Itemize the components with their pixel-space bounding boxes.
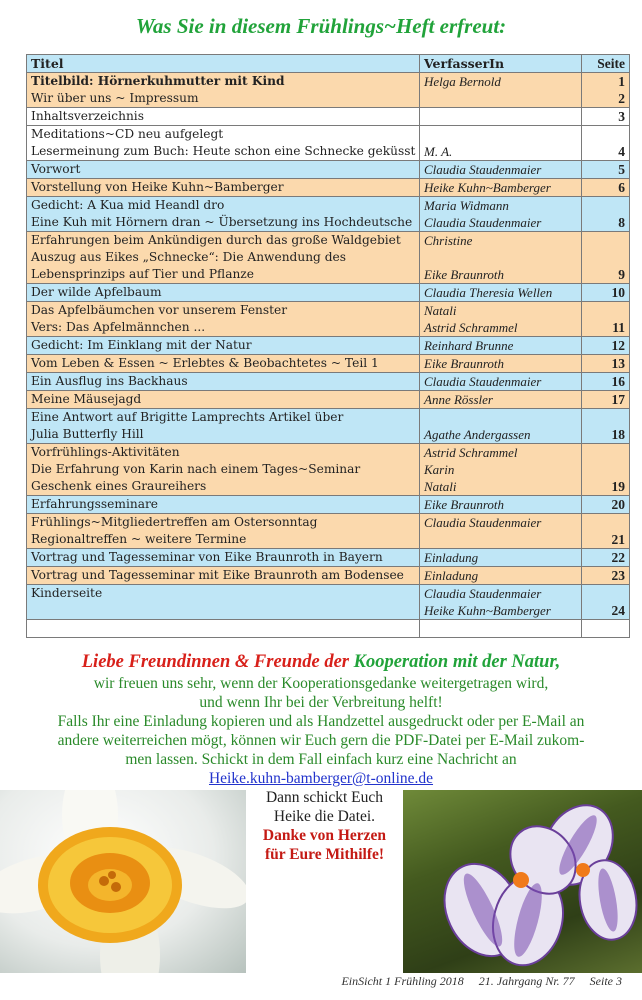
author-line: Karin — [424, 462, 455, 477]
title-cell — [27, 73, 420, 108]
author-cell — [420, 161, 582, 179]
column-header-page: Seite — [582, 55, 630, 73]
table-row — [27, 108, 630, 126]
author-line: Eike Braunroth — [424, 356, 505, 371]
author-line — [424, 409, 577, 426]
title-line: Eine Kuh mit Hörnern dran ~ Übersetzung ins Hochdeutsche — [31, 215, 413, 229]
author-line: Natali — [424, 303, 457, 318]
author-line: Christine — [424, 233, 473, 248]
page-cell — [582, 337, 630, 355]
title-line: Titelbild: Hörnerkuhmutter mit Kind — [31, 74, 285, 88]
author-line — [424, 531, 577, 548]
title-line: Gedicht: Im Einklang mit der Natur — [31, 338, 252, 352]
title-line: Inhaltsverzeichnis — [31, 109, 144, 123]
page-cell — [582, 585, 630, 620]
page-line: 13 — [611, 356, 625, 371]
title-line: Das Apfelbäumchen vor unserem Fenster — [31, 303, 288, 317]
table-row — [27, 355, 630, 373]
author-line: Claudia Staudenmaier — [424, 515, 542, 530]
page-line — [586, 249, 625, 266]
page-cell — [582, 126, 630, 161]
page-line — [586, 514, 625, 531]
page-line: 3 — [618, 109, 625, 124]
daffodil-photo — [0, 790, 246, 973]
page-line: 21 — [611, 532, 625, 547]
page-line — [586, 197, 625, 214]
page-cell — [582, 496, 630, 514]
page-line: 8 — [618, 215, 625, 230]
author-line — [424, 108, 577, 125]
author-line — [424, 620, 577, 637]
author-cell — [420, 302, 582, 337]
message-block — [0, 650, 642, 788]
page-line: 1 — [618, 74, 625, 89]
title-cell — [27, 409, 420, 444]
author-line — [424, 126, 577, 143]
page-heading: Was Sie in diesem Frühlings~Heft erfreut: — [135, 14, 507, 38]
author-cell — [420, 373, 582, 391]
page-cell — [582, 73, 630, 108]
title-line: Eine Antwort auf Brigitte Lamprechts Artikel über — [31, 410, 344, 424]
author-line — [424, 249, 577, 266]
page-line — [586, 232, 625, 249]
title-line: Geschenk eines Graureihers — [31, 479, 207, 493]
table-row — [27, 284, 630, 302]
title-cell — [27, 179, 420, 197]
page-cell — [582, 355, 630, 373]
title-line: Der wilde Apfelbaum — [31, 285, 162, 299]
side-note-line: Heike die Datei. — [273, 808, 376, 825]
message-line: men lassen. Schickt in dem Fall einfach kurz eine Nachricht an — [125, 751, 517, 768]
author-line: M. A. — [424, 144, 453, 159]
page-line: 22 — [611, 550, 625, 565]
title-line: Erfahrungen beim Ankündigen durch das große Waldgebiet — [31, 233, 401, 247]
title-line: Vom Leben & Essen ~ Erlebtes & Beobachtetes ~ Teil 1 — [31, 356, 379, 370]
title-line: Meine Mäusejagd — [31, 392, 142, 406]
table-row — [27, 549, 630, 567]
author-cell — [420, 444, 582, 496]
author-line: Reinhard Brunne — [424, 338, 514, 353]
page-cell — [582, 444, 630, 496]
title-line: Die Erfahrung von Karin nach einem Tages~Seminar — [31, 462, 361, 476]
page-line: 18 — [611, 427, 625, 442]
page-line: 6 — [618, 180, 625, 195]
title-cell — [27, 620, 420, 638]
table-row — [27, 567, 630, 585]
author-line: Claudia Theresia Wellen — [424, 285, 553, 300]
page-line: 17 — [611, 392, 625, 407]
author-line: Maria Widmann — [424, 198, 509, 213]
page-line: 19 — [611, 479, 625, 494]
message-line: Falls Ihr eine Einladung kopieren und als Handzettel ausgedruckt oder per E-Mail an — [57, 713, 585, 730]
side-note-line: Dann schickt Euch — [265, 789, 384, 806]
author-cell — [420, 409, 582, 444]
title-cell — [27, 585, 420, 620]
title-line: Wir über uns ~ Impressum — [31, 91, 199, 105]
page-line: 16 — [611, 374, 625, 389]
page-cell — [582, 549, 630, 567]
message-line: und wenn Ihr bei der Verbreitung helft! — [199, 694, 443, 711]
author-cell — [420, 549, 582, 567]
title-line: Lesermeinung zum Buch: Heute schon eine Schnecke geküsst — [31, 144, 416, 158]
author-line: Agathe Andergassen — [424, 427, 531, 442]
table-row — [27, 585, 630, 620]
title-cell — [27, 126, 420, 161]
page-line: 20 — [611, 497, 625, 512]
table-row — [27, 337, 630, 355]
page-cell — [582, 179, 630, 197]
author-line — [424, 90, 577, 107]
title-line: Kinderseite — [31, 586, 103, 600]
column-header-author: VerfasserIn — [420, 55, 582, 73]
table-row — [27, 73, 630, 108]
title-cell — [27, 337, 420, 355]
author-cell — [420, 232, 582, 284]
page-line: 9 — [618, 267, 625, 282]
page-line — [586, 409, 625, 426]
title-cell — [27, 496, 420, 514]
table-of-contents — [26, 54, 630, 638]
author-cell — [420, 126, 582, 161]
title-line: Vorwort — [31, 162, 81, 176]
author-cell — [420, 337, 582, 355]
author-cell — [420, 496, 582, 514]
table-row — [27, 514, 630, 549]
page-line: 11 — [612, 320, 625, 335]
title-cell — [27, 302, 420, 337]
author-line: Claudia Staudenmaier — [424, 215, 542, 230]
toc-header-row — [27, 55, 630, 73]
table-row — [27, 409, 630, 444]
title-line: Meditations~CD neu aufgelegt — [31, 127, 224, 141]
title-cell — [27, 444, 420, 496]
page-cell — [582, 391, 630, 409]
page-line — [586, 585, 625, 602]
table-row — [27, 302, 630, 337]
author-cell — [420, 108, 582, 126]
page-cell — [582, 232, 630, 284]
crocus-photo — [403, 790, 642, 973]
title-cell — [27, 514, 420, 549]
table-row — [27, 179, 630, 197]
title-line: Erfahrungsseminare — [31, 497, 159, 511]
column-header-title: Titel — [27, 55, 420, 73]
author-cell — [420, 73, 582, 108]
page-line: 23 — [611, 568, 625, 583]
title-line: Auszug aus Eikes „Schnecke“: Die Anwendung des — [31, 250, 346, 264]
author-line: Astrid Schrammel — [424, 320, 518, 335]
page-line — [586, 444, 625, 461]
title-cell — [27, 161, 420, 179]
page-line — [586, 302, 625, 319]
author-line: Claudia Staudenmaier — [424, 374, 542, 389]
author-line: Einladung — [424, 550, 479, 565]
title-line: Vorstellung von Heike Kuhn~Bamberger — [31, 180, 284, 194]
title-line: Frühlings~Mitgliedertreffen am Ostersonntag — [31, 515, 318, 529]
author-cell — [420, 391, 582, 409]
thanks-line: für Eure Mithilfe! — [264, 846, 385, 863]
author-line: Astrid Schrammel — [424, 445, 518, 460]
title-line: Vorfrühlings-Aktivitäten — [31, 445, 180, 459]
title-line: Vers: Das Apfelmännchen ... — [31, 320, 206, 334]
author-cell — [420, 514, 582, 549]
title-line: Regionaltreffen ~ weitere Termine — [31, 532, 247, 546]
message-line: andere weiterreichen mögt, können wir Euch gern die PDF-Datei per E-Mail zukom- — [57, 732, 585, 749]
author-line: Eike Braunroth — [424, 267, 505, 282]
author-line: Claudia Staudenmaier — [424, 162, 542, 177]
table-row — [27, 197, 630, 232]
table-row — [27, 444, 630, 496]
author-cell — [420, 620, 582, 638]
page-line: 24 — [611, 603, 625, 618]
title-cell — [27, 549, 420, 567]
greeting — [0, 650, 642, 674]
page-line — [586, 461, 625, 478]
author-cell — [420, 284, 582, 302]
author-cell — [420, 567, 582, 585]
title-line: Lebensprinzips auf Tier und Pflanze — [31, 267, 254, 281]
page-cell — [582, 373, 630, 391]
title-line: Gedicht: A Kua mid Heandl dro — [31, 198, 225, 212]
greeting-green: Kooperation mit der Natur, — [353, 652, 561, 672]
table-row — [27, 232, 630, 284]
page-line: 12 — [611, 338, 625, 353]
table-row — [27, 161, 630, 179]
title-line: Ein Ausflug ins Backhaus — [31, 374, 188, 388]
title-cell — [27, 197, 420, 232]
table-row — [27, 620, 630, 638]
title-cell — [27, 232, 420, 284]
author-cell — [420, 197, 582, 232]
title-line: Vortrag und Tagesseminar von Eike Braunroth in Bayern — [31, 550, 383, 564]
title-cell — [27, 567, 420, 585]
page-line: 10 — [611, 285, 625, 300]
title-cell — [27, 284, 420, 302]
title-line: Vortrag und Tagesseminar mit Eike Braunroth am Bodensee — [31, 568, 404, 582]
author-line: Eike Braunroth — [424, 497, 505, 512]
page-cell — [582, 514, 630, 549]
title-cell — [27, 391, 420, 409]
author-cell — [420, 585, 582, 620]
page-line: 2 — [618, 91, 625, 106]
side-note — [246, 788, 403, 864]
page-cell — [582, 620, 630, 638]
author-line: Anne Rössler — [424, 392, 493, 407]
table-row — [27, 391, 630, 409]
author-cell — [420, 179, 582, 197]
author-line: Claudia Staudenmaier — [424, 586, 542, 601]
page-cell — [582, 108, 630, 126]
page-cell — [582, 197, 630, 232]
author-line: Einladung — [424, 568, 479, 583]
table-row — [27, 126, 630, 161]
author-line: Heike Kuhn~Bamberger — [424, 603, 551, 618]
email-link[interactable]: Heike.kuhn-bamberger@t-online.de — [208, 770, 434, 787]
page-line: 5 — [618, 162, 625, 177]
title-line: Julia Butterfly Hill — [31, 427, 144, 441]
page-cell — [582, 161, 630, 179]
page-cell — [582, 284, 630, 302]
thanks-line: Danke von Herzen — [262, 827, 387, 844]
toc-body — [27, 73, 630, 638]
table-row — [27, 496, 630, 514]
author-line: Natali — [424, 479, 457, 494]
page-line — [586, 126, 625, 143]
title-cell — [27, 373, 420, 391]
author-cell — [420, 355, 582, 373]
title-cell — [27, 355, 420, 373]
author-line: Heike Kuhn~Bamberger — [424, 180, 551, 195]
message-line: wir freuen uns sehr, wenn der Kooperationsgedanke weitergetragen wird, — [93, 675, 549, 692]
page-cell — [582, 409, 630, 444]
page-cell — [582, 567, 630, 585]
greeting-red: Liebe Freundinnen & Freunde der — [81, 652, 349, 672]
page-line — [586, 620, 625, 637]
author-line: Helga Bernold — [424, 74, 501, 89]
page-cell — [582, 302, 630, 337]
page-line: 4 — [618, 144, 625, 159]
title-cell — [27, 108, 420, 126]
page-footer: EinSicht 1 Frühling 2018 21. Jahrgang Nr. 77 Seite 3 — [341, 974, 622, 988]
title-line — [31, 620, 415, 637]
table-row — [27, 373, 630, 391]
